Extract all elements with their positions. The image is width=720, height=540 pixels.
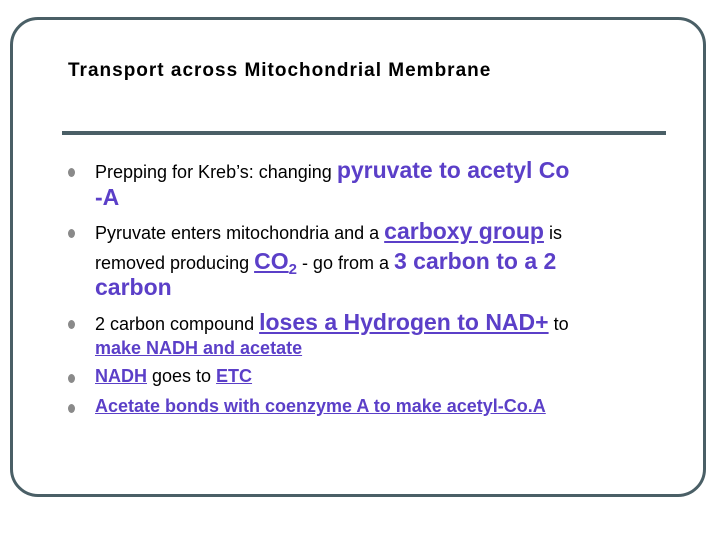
bullet-1-highlight: pyruvate to acetyl Co <box>336 157 570 183</box>
bullet-dot <box>68 374 75 383</box>
bullet-2-highlight-carbon-cont: carbon <box>95 274 172 300</box>
bullet-2-text: Pyruvate enters mitochondria and a <box>95 223 385 243</box>
bullet-1-line-1 <box>95 159 569 183</box>
bullet-dot <box>68 404 75 413</box>
bullet-3-line-1 <box>95 311 569 335</box>
bullet-dot <box>68 168 75 177</box>
bullet-2-highlight-carboxy: carboxy group <box>384 218 544 244</box>
co2-label: CO <box>254 248 289 274</box>
bullet-3-highlight: loses a Hydrogen to NAD+ <box>259 309 549 335</box>
bullet-2-highlight-carbon: 3 carbon to a 2 <box>393 248 557 274</box>
bullet-3-highlight-cont: make NADH and acetate <box>95 338 303 358</box>
bullet-2-text-go: - go from a <box>296 253 394 273</box>
bullet-2-line-2 <box>95 248 557 278</box>
bullet-dot <box>68 320 75 329</box>
co2-subscript: 2 <box>288 261 297 278</box>
bullet-1-highlight-cont: -A <box>95 184 120 210</box>
bullet-5-highlight: Acetate bonds with coenzyme A to make acetyl-Co.A <box>95 396 546 416</box>
bullet-4-highlight-nadh: NADH <box>95 366 147 386</box>
bullet-2-highlight-co2 <box>254 248 297 278</box>
bullet-3-text-to: to <box>548 314 569 334</box>
bullet-4-text: goes to <box>147 366 217 386</box>
slide-title: Transport across Mitochondrial Membrane <box>68 60 492 81</box>
bullet-1-text: Prepping for Kreb’s: changing <box>95 162 337 182</box>
bullet-2-line-3 <box>95 276 172 300</box>
bullet-3-text: 2 carbon compound <box>95 314 260 334</box>
bullet-1-line-2 <box>95 186 119 210</box>
bullet-2-text-is: is <box>543 223 562 243</box>
bullet-4-highlight-etc: ETC <box>216 366 253 386</box>
bullet-2-text-removed: removed producing <box>95 253 255 273</box>
bullet-dot <box>68 229 75 238</box>
bullet-5-line-1 <box>95 395 546 417</box>
bullet-2-line-1 <box>95 220 562 244</box>
bullet-4-line-1 <box>95 365 252 387</box>
bullet-3-line-2 <box>95 337 302 359</box>
